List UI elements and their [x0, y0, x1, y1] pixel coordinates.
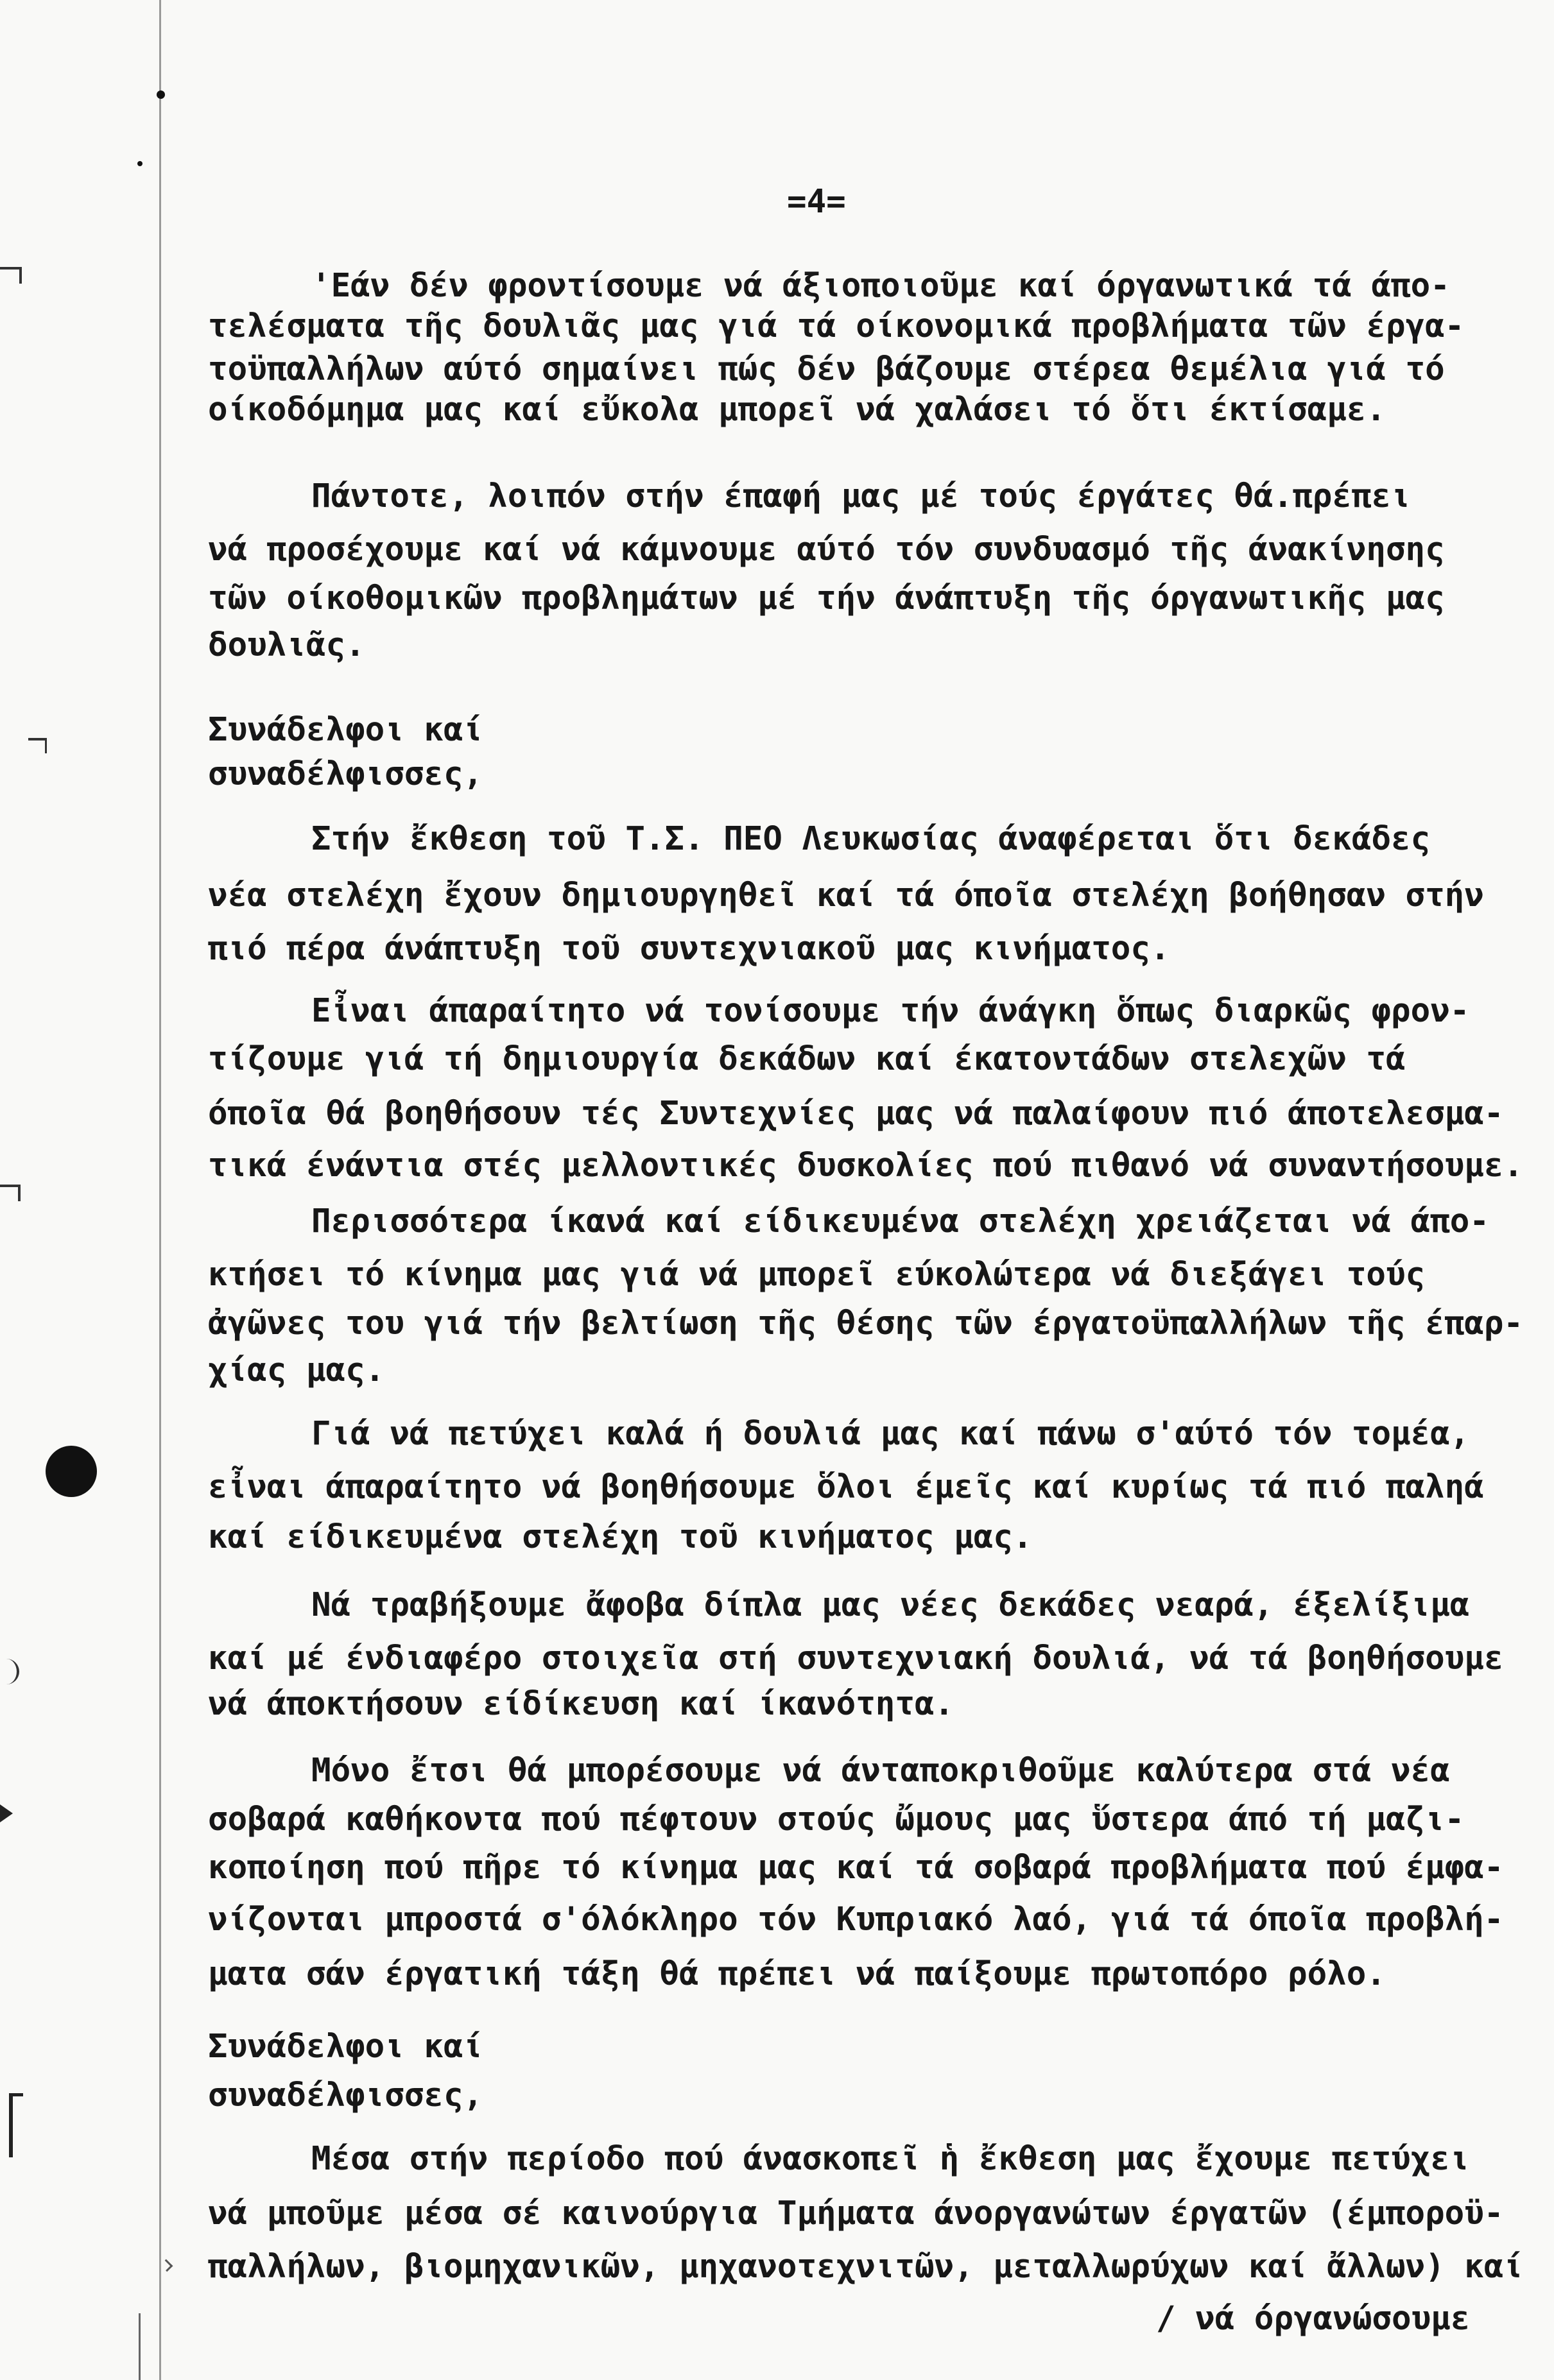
text-line: τελέσματα τῆς δουλιᾶς μας γιά τά οίκονομικά προβλήματα τῶν έργα- [208, 307, 1465, 345]
text-line: κτήσει τό κίνημα μας γιά νά μπορεῖ εύκολώτερα νά διεξάγει τούς [208, 1255, 1426, 1293]
text-line: καί είδικευμένα στελέχη τοῦ κινήματος μας. [208, 1518, 1033, 1555]
salutation-line: συναδέλφισσες, [208, 755, 483, 792]
scan-edge-mark [0, 1185, 21, 1201]
text-line: Νά τραβήξουμε ἄφοβα δίπλα μας νέες δεκάδες νεαρά, έξελίξιμα [311, 1586, 1470, 1623]
text-line: χίας μας. [208, 1351, 385, 1389]
scan-speck-mark [157, 90, 165, 99]
text-line: τῶν οίκοθομικῶν προβλημάτων μέ τήν άνάπτυξη τῆς όργανωτικῆς μας [208, 579, 1445, 617]
text-line: πιό πέρα άνάπτυξη τοῦ συντεχνιακοῦ μας κινήματος. [208, 929, 1170, 967]
text-line: νά μποῦμε μέσα σέ καινούργια Τμήματα άνοργανώτων έργατῶν (έμποροϋ- [208, 2194, 1504, 2232]
text-line: Περισσότερα ίκανά καί είδικευμένα στελέχη χρειάζεται νά άπο- [311, 1202, 1489, 1240]
text-line: τικά ένάντια στές μελλοντικές δυσκολίες πού πιθανό νά συναντήσουμε. [208, 1146, 1524, 1184]
text-line: ματα σάν έργατική τάξη θά πρέπει νά παίξουμε πρωτοπόρο ρόλο. [208, 1955, 1386, 1992]
scan-edge-mark [160, 2259, 173, 2272]
scan-edge-mark [9, 2093, 23, 2157]
page-number: =4= [787, 182, 846, 220]
text-line: νίζονται μπροστά σ'όλόκληρο τόν Κυπριακό λαό, γιά τά όποῖα προβλή- [208, 1900, 1504, 1938]
punch-hole-mark [46, 1446, 97, 1497]
salutation-line: Συνάδελφοι καί [208, 710, 483, 748]
continuation-line: / νά όργανώσουμε [1156, 2299, 1471, 2337]
text-line: ἀγῶνες του γιά τήν βελτίωση τῆς θέσης τῶν έργατοϋπαλλήλων τῆς έπαρ- [208, 1304, 1524, 1342]
text-line: όποῖα θά βοηθήσουν τές Συντεχνίες μας νά παλαίφουν πιό άποτελεσμα- [208, 1094, 1504, 1132]
text-line: καί μέ ένδιαφέρο στοιχεῖα στή συντεχνιακή δουλιά, νά τά βοηθήσουμε [208, 1639, 1504, 1677]
salutation-line: συναδέλφισσες, [208, 2076, 483, 2114]
text-line: δουλιᾶς. [208, 626, 365, 663]
text-line: Στήν ἔκθεση τοῦ Τ.Σ. ΠΕΟ Λευκωσίας άναφέρεται ὅτι δεκάδες [311, 819, 1431, 857]
text-line: τοϋπαλλήλων αύτό σημαίνει πώς δέν βάζουμε στέρεα θεμέλια γιά τό [208, 350, 1445, 388]
text-line: τίζουμε γιά τή δημιουργία δεκάδων καί έκατοντάδων στελεχῶν τά [208, 1040, 1406, 1077]
text-line: οίκοδόμημα μας καί εὔκολα μπορεῖ νά χαλάσει τό ὅτι έκτίσαμε. [208, 390, 1386, 428]
text-line: Μέσα στήν περίοδο πού άνασκοπεῖ ἡ ἔκθεση μας ἔχουμε πετύχει [311, 2139, 1470, 2177]
scan-edge-mark [139, 2313, 141, 2380]
text-line: νέα στελέχη ἔχουν δημιουργηθεῖ καί τά όποῖα στελέχη βοήθησαν στήν [208, 876, 1484, 914]
text-line: Πάντοτε, λοιπόν στήν έπαφή μας μέ τούς έργάτες θά.πρέπει [311, 477, 1411, 515]
scan-edge-mark [28, 738, 47, 753]
salutation-line: Συνάδελφοι καί [208, 2027, 483, 2065]
text-line: νά προσέχουμε καί νά κάμνουμε αύτό τόν συνδυασμό τῆς άνακίνησης [208, 530, 1445, 568]
text-line: εἶναι άπαραίτητο νά βοηθήσουμε ὅλοι έμεῖς καί κυρίως τά πιό παληά [208, 1468, 1484, 1505]
text-line: σοβαρά καθήκοντα πού πέφτουν στούς ὤμους μας ὕστερα άπό τή μαζι- [208, 1800, 1465, 1838]
scan-edge-mark [5, 1659, 19, 1684]
text-line: Εἶναι άπαραίτητο νά τονίσουμε τήν άνάγκη ὅπως διαρκῶς φρον- [311, 991, 1470, 1029]
scan-edge-mark [0, 267, 22, 284]
text-line: νά άποκτήσουν είδίκευση καί ίκανότητα. [208, 1684, 954, 1722]
scan-speck-mark [137, 161, 142, 166]
text-line: 'Εάν δέν φροντίσουμε νά άξιοποιοῦμε καί όργανωτικά τά άπο- [311, 266, 1450, 304]
text-line: Μόνο ἔτσι θά μπορέσουμε νά άνταποκριθοῦμε καλύτερα στά νέα [311, 1751, 1450, 1789]
text-line: Γιά νά πετύχει καλά ή δουλιά μας καί πάνω σ'αύτό τόν τομέα, [311, 1414, 1470, 1452]
text-line: παλλήλων, βιομηχανικῶν, μηχανοτεχνιτῶν, μεταλλωρύχων καί ἄλλων) καί [208, 2247, 1524, 2285]
text-line: κοποίηση πού πῆρε τό κίνημα μας καί τά σοβαρά προβλήματα πού έμφα- [208, 1848, 1504, 1886]
scan-edge-line [159, 0, 161, 2380]
scan-edge-mark [0, 1804, 13, 1822]
